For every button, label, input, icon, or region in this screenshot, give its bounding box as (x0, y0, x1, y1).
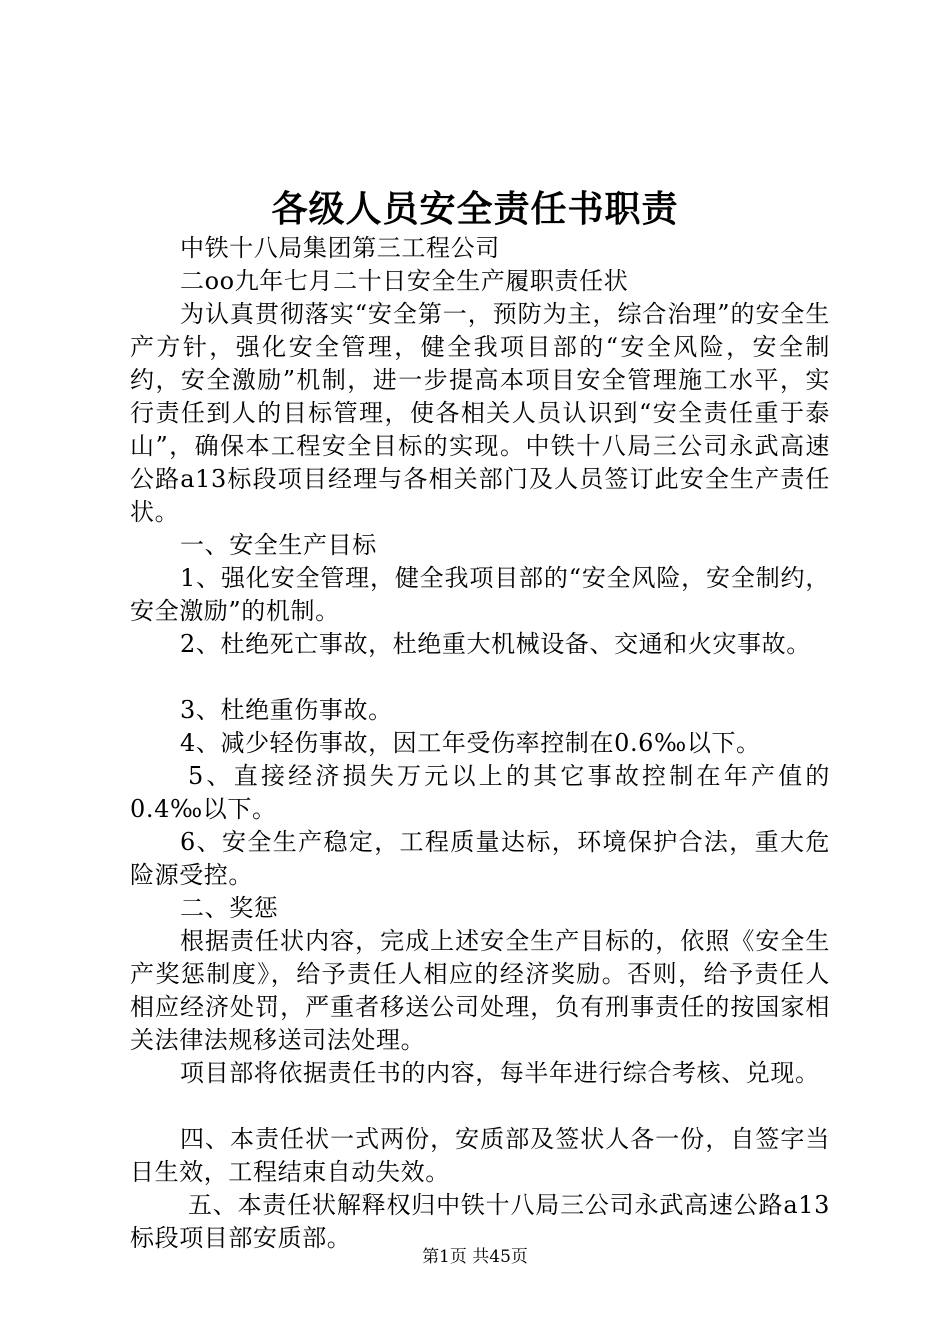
goal-item-1: 1、强化安全管理，健全我项目部的“安全风险，安全制约，安全激励”的机制。 (130, 564, 830, 625)
goal-item-3: 3、杜绝重伤事故。 (180, 696, 393, 724)
page-number-footer: 第1页 共45页 (422, 1247, 528, 1267)
paragraph-section-four: 四、本责任状一式两份，安质部及签状人各一份，自签字当日生效，工程结束自动失效。 (130, 1125, 830, 1186)
blank-line (130, 661, 830, 694)
paragraph-date-heading: 二oo九年七月二十日安全生产履职责任状 (180, 267, 629, 295)
section-heading-goals: 一、安全生产目标 (180, 531, 377, 559)
goal-item-4: 4、减少轻伤事故，因工年受伤率控制在0.6‰以下。 (180, 729, 761, 757)
document-body (130, 232, 830, 1255)
goal-item-5: 5、直接经济损失万元以上的其它事故控制在年产值的0.4‰以下。 (130, 762, 830, 823)
paragraph-rewards: 根据责任状内容，完成上述安全生产目标的，依照《安全生产奖惩制度》，给予责任人相应的经济奖励。否则，给予责任人相应经济处罚，严重者移送公司处理，负有刑事责任的按国家相关法律法规移送司法处理。 (130, 927, 830, 1054)
paragraph-assessment: 项目部将依据责任书的内容，每半年进行综合考核、兑现。 (180, 1059, 820, 1087)
goal-item-6: 6、安全生产稳定，工程质量达标，环境保护合法，重大危险源受控。 (130, 828, 830, 889)
blank-line (130, 1090, 830, 1123)
goal-item-2: 2、杜绝死亡事故，杜绝重大机械设备、交通和火灾事故。 (180, 630, 811, 658)
paragraph-section-five: 五、本责任状解释权归中铁十八局三公司永武高速公路a13标段项目部安质部。 (130, 1191, 830, 1252)
paragraph-company: 中铁十八局集团第三工程公司 (180, 234, 500, 262)
paragraph-intro: 为认真贯彻落实“安全第一，预防为主，综合治理”的安全生产方针，强化安全管理，健全我项目部的“安全风险，安全制约，安全激励”机制，进一步提高本项目安全管理施工水平，实行责任到人的目标管理，使各相关人员认识到“安全责任重于泰山”，确保本工程安全目标的实现。中铁十八局三公司永武高速公路a13标段项目经理与各相关部门及人员签订此安全生产责任状。 (130, 300, 830, 526)
document-title: 各级人员安全责任书职责 (271, 188, 679, 230)
section-heading-rewards: 二、奖惩 (180, 894, 279, 922)
